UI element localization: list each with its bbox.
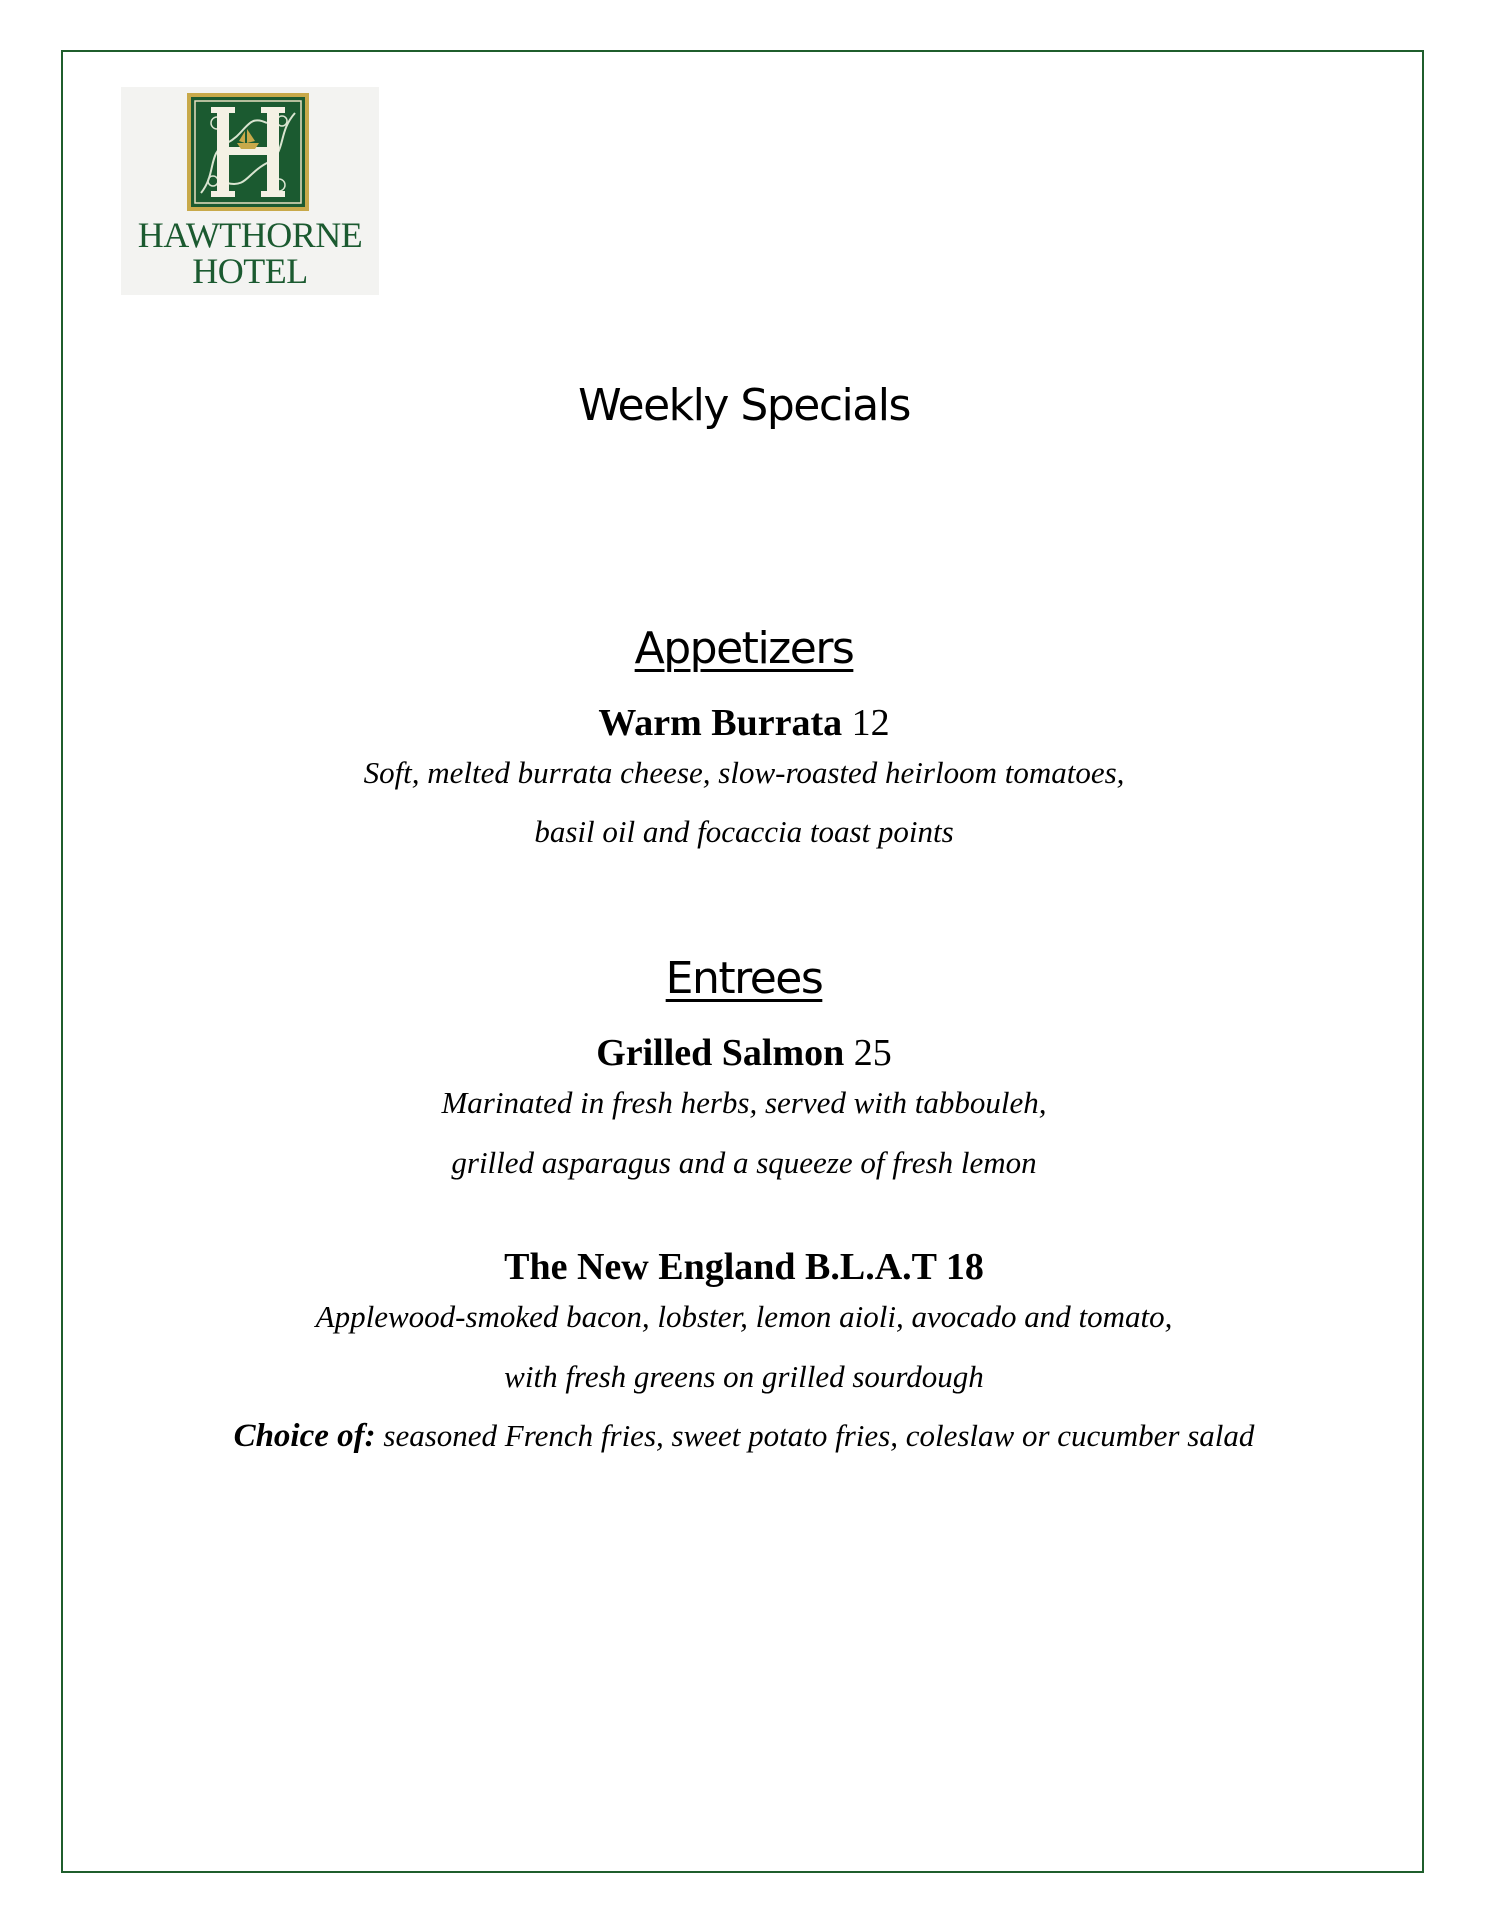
menu-item-grilled-salmon (0, 1033, 1488, 1075)
item-price: 12 (851, 702, 890, 744)
logo-name-line1: HAWTHORNE (137, 215, 363, 255)
menu-item-warm-burrata (0, 703, 1488, 745)
item-choice-line (0, 1418, 1488, 1454)
hotel-logo (121, 87, 379, 295)
item-description-line: with fresh greens on grilled sourdough (504, 1359, 984, 1394)
menu-item-new-england-blat (0, 1247, 1488, 1289)
item-price: 18 (945, 1246, 984, 1288)
section-heading-entrees: Entrees (665, 953, 823, 1004)
item-description-line: Marinated in fresh herbs, served with tabbouleh, (441, 1085, 1047, 1120)
hawthorne-emblem-icon (187, 93, 309, 211)
choice-label: Choice of: (233, 1418, 376, 1454)
item-name: Warm Burrata (598, 702, 843, 744)
item-description-line: basil oil and focaccia toast points (534, 814, 954, 849)
section-heading-appetizers: Appetizers (634, 623, 854, 674)
item-name: Grilled Salmon (596, 1032, 845, 1074)
item-description-line: Applewood-smoked bacon, lobster, lemon aioli, avocado and tomato, (315, 1299, 1173, 1334)
item-name: The New England B.L.A.T (504, 1246, 937, 1288)
item-description-line: grilled asparagus and a squeeze of fresh lemon (451, 1145, 1037, 1180)
choice-text: seasoned French fries, sweet potato fries, coleslaw or cucumber salad (375, 1418, 1255, 1453)
page-title: Weekly Specials (578, 380, 910, 431)
item-price: 25 (853, 1032, 892, 1074)
logo-name-line2: HOTEL (192, 251, 308, 291)
item-description-line: Soft, melted burrata cheese, slow-roasted heirloom tomatoes, (363, 755, 1125, 790)
